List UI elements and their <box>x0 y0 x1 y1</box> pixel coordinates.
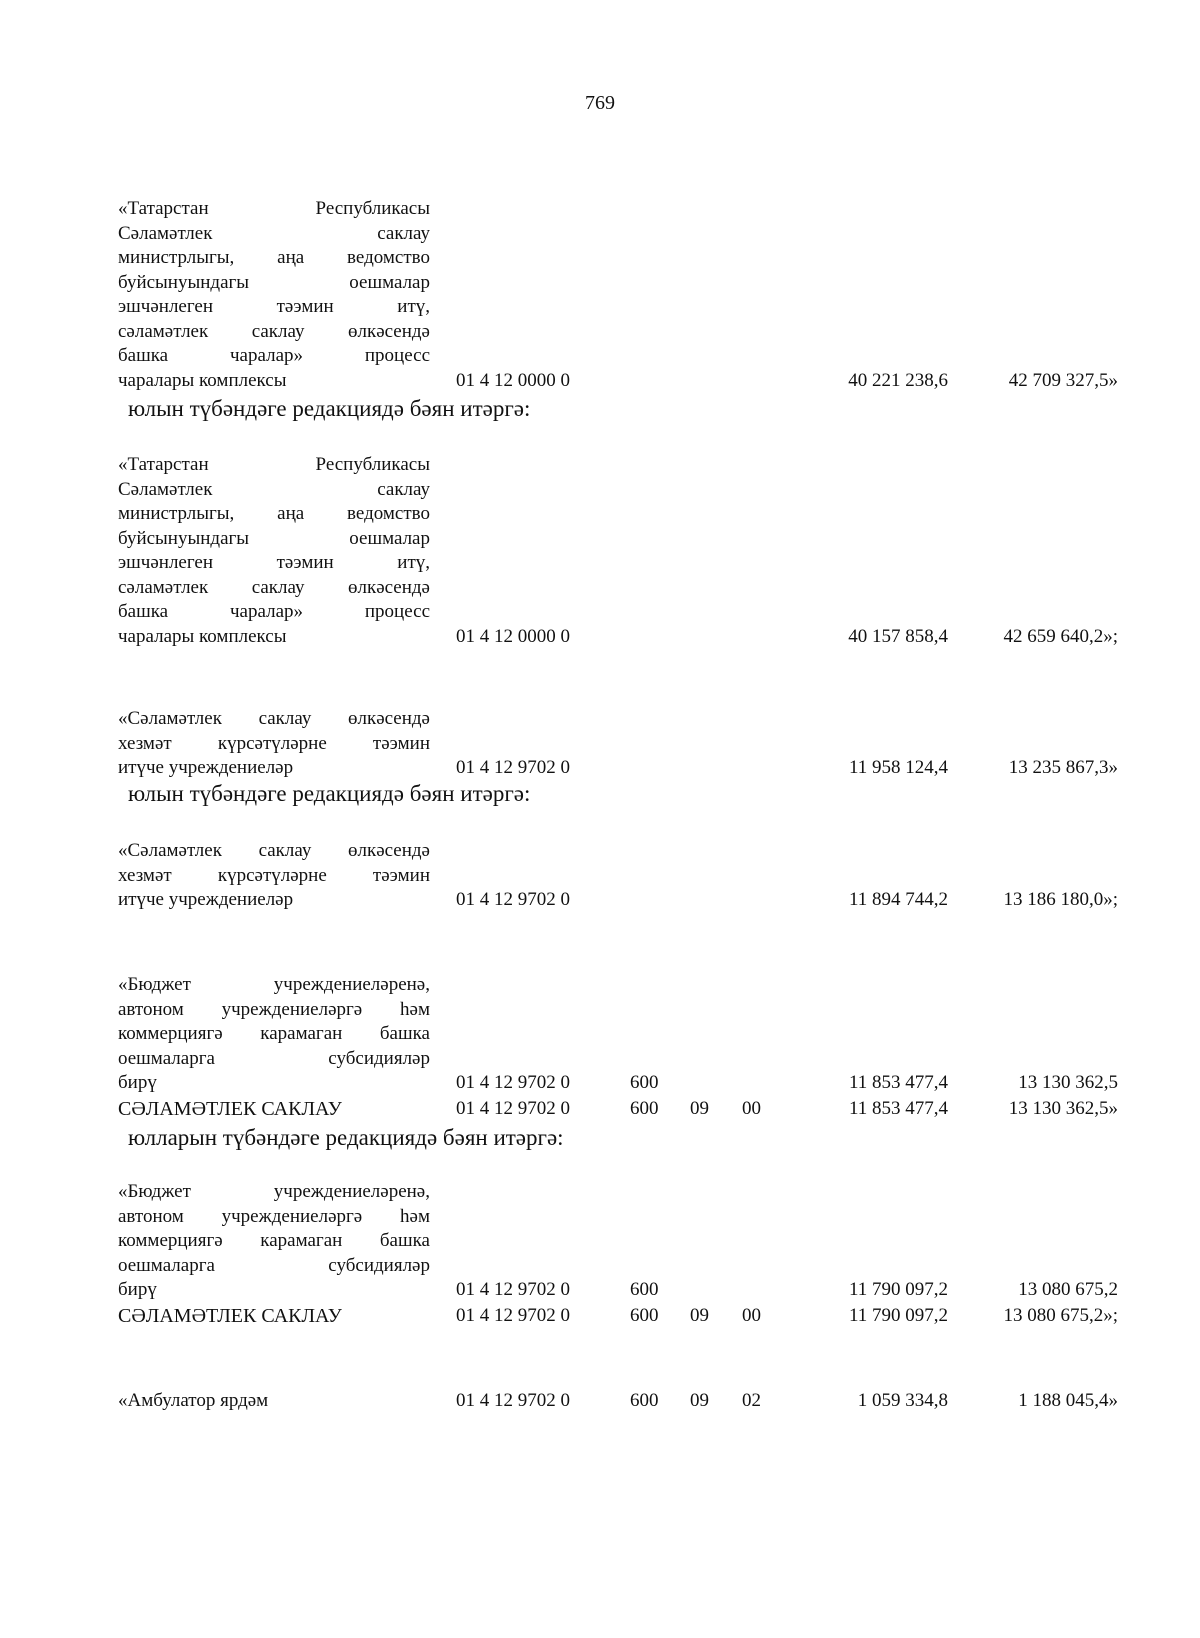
description-line: «Бюджет учреждениеләренә, <box>118 974 430 995</box>
description-line: министрлыгы, аңа ведомство <box>118 247 430 268</box>
target-article-code: 01 4 12 0000 0 <box>456 369 570 391</box>
amount-year-2: 13 080 675,2 <box>1018 1279 1118 1300</box>
amount-year-2: 42 659 640,2»; <box>1003 625 1118 647</box>
target-article-code: 01 4 12 9702 0 <box>456 757 570 778</box>
description-line: чаралары комплексы <box>118 369 287 391</box>
description-line: хезмәт күрсәтүләрне тәэмин <box>118 732 430 754</box>
description-line: «Сәламәтлек саклау өлкәсендә <box>118 840 430 861</box>
subsection-code: 02 <box>742 1390 761 1411</box>
line-description <box>118 453 430 649</box>
amount-year-1: 11 790 097,2 <box>848 1305 948 1326</box>
target-article-code: 01 4 12 9702 0 <box>456 1305 570 1326</box>
description-line: «Татарстан Республикасы <box>118 454 430 475</box>
description-line: башка чаралар» процесс <box>118 345 430 366</box>
expense-type-code: 600 <box>630 1098 659 1119</box>
description-line: «Амбулатор ярдәм <box>118 1390 269 1411</box>
expense-type-code: 600 <box>630 1279 659 1300</box>
edit-instruction: юлын түбәндәге редакциядә бәян итәргә: <box>128 781 531 806</box>
amount-year-2: 42 709 327,5» <box>1008 369 1118 391</box>
expense-type-code: 600 <box>630 1305 659 1326</box>
description-line: чаралары комплексы <box>118 625 287 647</box>
line-description <box>118 1180 430 1303</box>
description-line: хезмәт күрсәтүләрне тәэмин <box>118 864 430 886</box>
description-line: эшчәнлеген тәэмин итү, <box>118 296 430 317</box>
amount-year-2: 13 186 180,0»; <box>1003 889 1118 910</box>
description-line: Сәламәтлек саклау <box>118 478 430 500</box>
section-code: 09 <box>690 1305 709 1326</box>
amount-year-2: 1 188 045,4» <box>1018 1390 1118 1411</box>
amount-year-2: 13 080 675,2»; <box>1003 1305 1118 1326</box>
description-line: Сәламәтлек саклау <box>118 222 430 244</box>
line-description <box>118 707 430 781</box>
amount-year-2: 13 235 867,3» <box>1008 757 1118 778</box>
amount-year-1: 11 853 477,4 <box>848 1072 948 1093</box>
amount-year-2: 13 130 362,5» <box>1008 1098 1118 1119</box>
description-line: эшчәнлеген тәэмин итү, <box>118 552 430 573</box>
section-code: 09 <box>690 1390 709 1411</box>
description-line: бирү <box>118 1279 157 1300</box>
amount-year-1: 40 157 858,4 <box>848 625 948 647</box>
amount-year-1: 11 894 744,2 <box>848 889 948 910</box>
page-number: 769 <box>585 92 615 114</box>
subsection-code: 00 <box>742 1098 761 1119</box>
amount-year-1: 1 059 334,8 <box>857 1390 948 1411</box>
target-article-code: 01 4 12 9702 0 <box>456 1098 570 1119</box>
description-line: сәламәтлек саклау өлкәсендә <box>118 576 430 598</box>
line-description <box>118 197 430 393</box>
edit-instruction: юлын түбәндәге редакциядә бәян итәргә: <box>128 396 531 421</box>
line-description <box>118 839 430 913</box>
line-description <box>118 1389 430 1414</box>
section-label: СӘЛАМӘТЛЕК САКЛАУ <box>118 1098 342 1120</box>
target-article-code: 01 4 12 9702 0 <box>456 1279 570 1300</box>
description-line: автоном учреждениеләргә һәм <box>118 1205 430 1227</box>
description-line: итүче учреждениеләр <box>118 757 294 778</box>
description-line: оешмаларга субсидияләр <box>118 1047 430 1069</box>
edit-instruction: юлларын түбәндәге редакциядә бәян итәргә: <box>128 1125 564 1150</box>
description-line: автоном учреждениеләргә һәм <box>118 998 430 1020</box>
description-line: сәламәтлек саклау өлкәсендә <box>118 320 430 342</box>
description-line: буйсынуындагы оешмалар <box>118 271 430 293</box>
expense-type-code: 600 <box>630 1072 659 1093</box>
amount-year-2: 13 130 362,5 <box>1018 1072 1118 1093</box>
amount-year-1: 11 853 477,4 <box>848 1098 948 1119</box>
description-line: бирү <box>118 1072 157 1093</box>
line-description <box>118 973 430 1096</box>
section-code: 09 <box>690 1098 709 1119</box>
target-article-code: 01 4 12 9702 0 <box>456 1390 570 1411</box>
target-article-code: 01 4 12 9702 0 <box>456 1072 570 1093</box>
description-line: коммерциягә карамаган башка <box>118 1023 430 1044</box>
description-line: «Бюджет учреждениеләренә, <box>118 1181 430 1202</box>
target-article-code: 01 4 12 0000 0 <box>456 625 570 647</box>
description-line: оешмаларга субсидияләр <box>118 1254 430 1276</box>
amount-year-1: 11 790 097,2 <box>848 1279 948 1300</box>
amount-year-1: 40 221 238,6 <box>848 369 948 391</box>
section-label: СӘЛАМӘТЛЕК САКЛАУ <box>118 1305 342 1327</box>
subsection-code: 00 <box>742 1305 761 1326</box>
description-line: «Татарстан Республикасы <box>118 198 430 219</box>
description-line: «Сәламәтлек саклау өлкәсендә <box>118 708 430 729</box>
amount-year-1: 11 958 124,4 <box>848 757 948 778</box>
description-line: буйсынуындагы оешмалар <box>118 527 430 549</box>
description-line: башка чаралар» процесс <box>118 601 430 622</box>
description-line: коммерциягә карамаган башка <box>118 1230 430 1251</box>
expense-type-code: 600 <box>630 1390 659 1411</box>
description-line: министрлыгы, аңа ведомство <box>118 503 430 524</box>
target-article-code: 01 4 12 9702 0 <box>456 889 570 910</box>
description-line: итүче учреждениеләр <box>118 889 294 910</box>
